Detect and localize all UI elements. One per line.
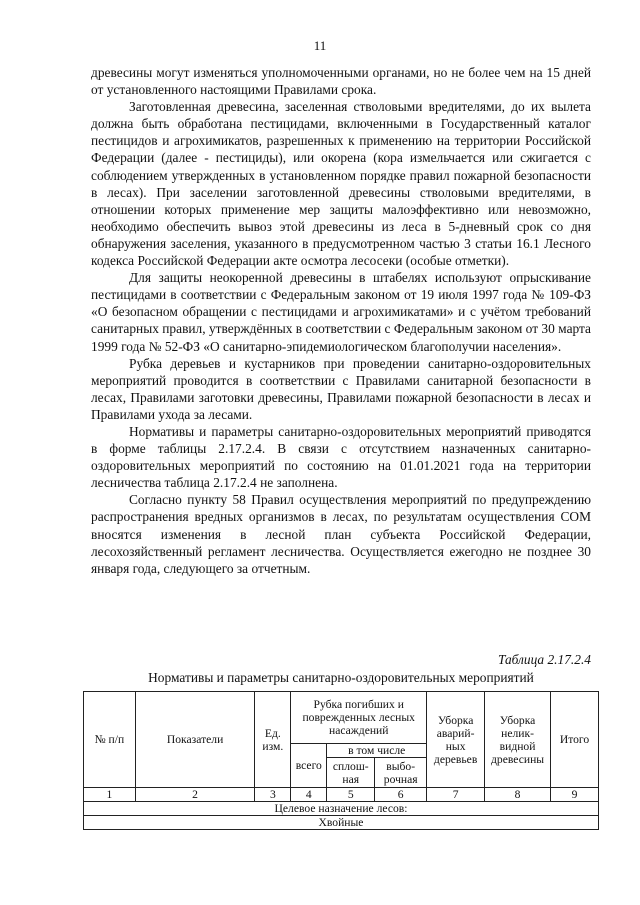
measures-table <box>83 691 599 830</box>
paragraph: древесины могут изменяться уполномоченными органами, но не более чем на 15 дней от установленного настоящими Правилами срока. <box>91 65 591 98</box>
body-text <box>91 64 591 577</box>
header-emergency: Уборка аварий-ных деревьев <box>427 692 485 788</box>
table-row <box>84 788 599 802</box>
header-nonliquid: Уборка нелик-видной древесины <box>485 692 551 788</box>
header-felling-total: всего <box>291 744 327 788</box>
paragraph: Согласно пункту 58 Правил осуществления мероприятий по предупреждению распространения вредных организмов в лесах, по результатам осуществления СОМ вносятся изменения в лесной план субъекта Российской Федерации, лесохозяйственный регламент лесничества. Осуществляется ежегодно не позднее 30 января года, следующего за отчетным. <box>91 492 591 576</box>
header-total: Итого <box>551 692 599 788</box>
header-selective: выбо-рочная <box>375 758 427 788</box>
header-felling: Рубка погибших и поврежденных лесных насаждений <box>291 692 427 744</box>
page-number: 11 <box>313 38 327 53</box>
paragraph: Для защиты неокоренной древесины в штабелях используют опрыскивание пестицидами в соответствии с Федеральным законом от 19 июля 1997 года № 109-ФЗ «О безопасном обращении с пестицидами и агрохимикатами» и с учётом требований санитарных правил, утверждённых в соответствии с Федеральным законом от 30 марта 1999 года № 52-ФЗ «О санитарно-эпидемиологическом благополучии населения». <box>91 270 591 354</box>
header-indicators: Показатели <box>135 692 255 788</box>
paragraph: Рубка деревьев и кустарников при проведении санитарно-оздоровительных мероприятий проводится в соответствии с Правилами санитарной безопасности в лесах, Правилами заготовки древесины, Правилами пожарной безопасности в лесах и Правилами ухода за лесами. <box>91 355 591 422</box>
group-row: Хвойные <box>84 816 599 830</box>
column-number: 2 <box>135 788 255 802</box>
column-number: 6 <box>375 788 427 802</box>
header-num: № п/п <box>84 692 136 788</box>
purpose-row: Целевое назначение лесов: <box>84 802 599 816</box>
table-row <box>84 802 599 816</box>
column-number: 8 <box>485 788 551 802</box>
table-row <box>84 816 599 830</box>
paragraph: Нормативы и параметры санитарно-оздоровительных мероприятий приводятся в форме таблицы 2.17.2.4. В связи с отсутствием назначенных санитарно-оздоровительных мероприятий по состоянию на 01.01.2021 года на территории лесничества таблица 2.17.2.4 не заполнена. <box>91 423 591 491</box>
column-number: 9 <box>551 788 599 802</box>
header-clear: сплош-ная <box>327 758 375 788</box>
column-number: 4 <box>291 788 327 802</box>
table-caption: Таблица 2.17.2.4 <box>497 652 591 667</box>
column-number: 5 <box>327 788 375 802</box>
header-including: в том числе <box>327 744 427 758</box>
column-number: 1 <box>84 788 136 802</box>
header-unit: Ед. изм. <box>255 692 291 788</box>
column-number: 7 <box>427 788 485 802</box>
paragraph: Заготовленная древесина, заселенная стволовыми вредителями, до их вылета должна быть обработана пестицидами, включенными в Государственный каталог пестицидов и агрохимикатов, разрешенных к применению на территории Российской Федерации (далее - пестициды), или окорена (кора измельчается или сжигается с соблюдением утвержденных в установленном порядке правил пожарной безопасности в лесах). При заселении заготовленной древесины стволовыми вредителями, в отношении которых применение мер защиты малоэффективно или невозможно, необходимо обеспечить вывоз этой древесины из леса в 5-дневный срок со дня обнаружения заселения, указанного в предусмотренном частью 3 статьи 16.1 Лесного кодекса Российской Федерации акте осмотра лесосеки (особые отметки). <box>91 99 591 269</box>
table-title: Нормативы и параметры санитарно-оздоровительных мероприятий <box>148 670 534 685</box>
column-number: 3 <box>255 788 291 802</box>
